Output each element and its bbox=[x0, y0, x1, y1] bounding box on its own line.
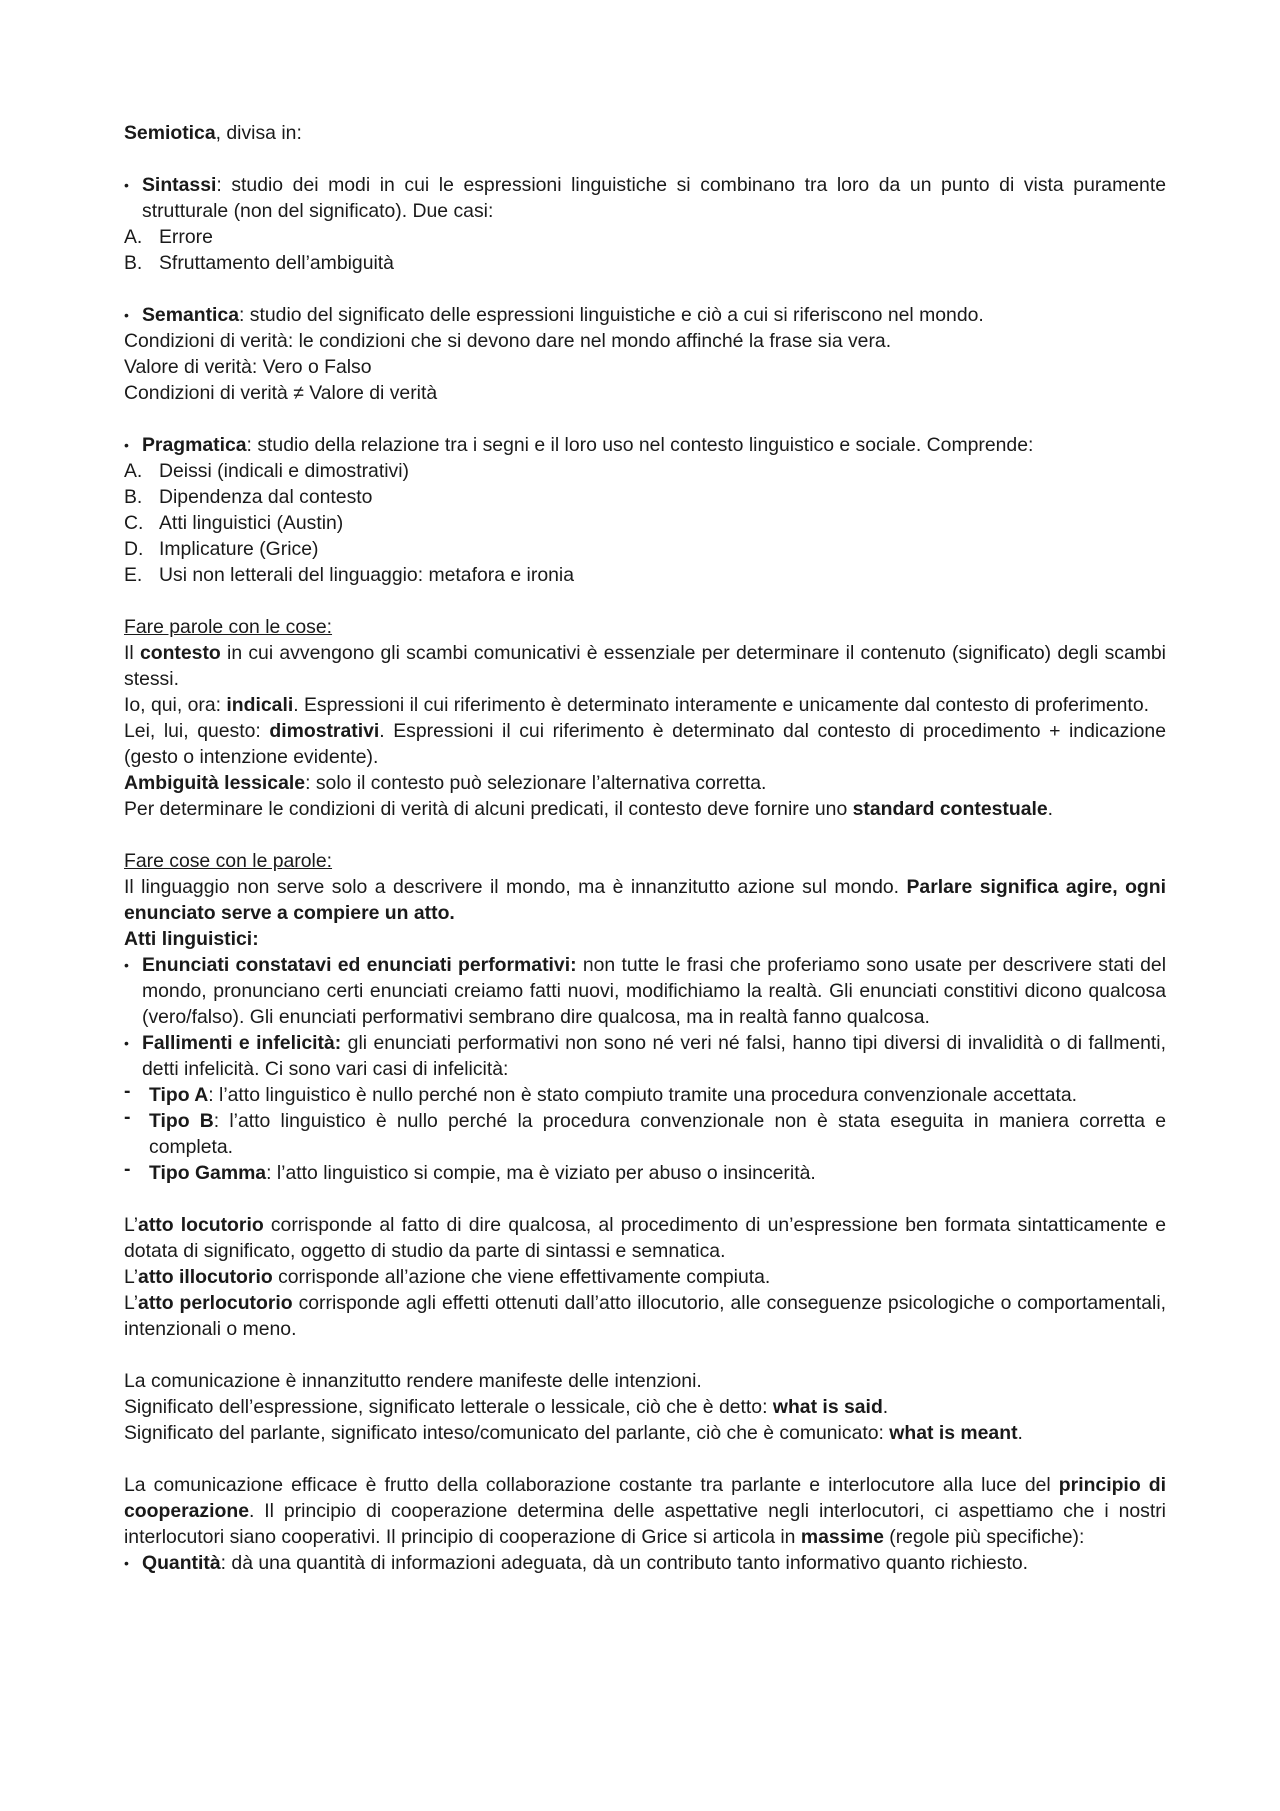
dash-item: - Tipo B: l’atto linguistico è nullo perché la procedura convenzionale non è stata eseguita in maniera corretta e completa. bbox=[124, 1106, 1166, 1158]
list-item: B. Sfruttamento dell’ambiguità bbox=[124, 252, 394, 274]
bullet-fallimenti: • Fallimenti e infelicità: gli enunciati performativi non sono né veri né falsi, hanno tipi diversi di invalidità o di fallmenti, detti infelicità. Ci sono vari casi di infelicità: bbox=[124, 1032, 1167, 1080]
text-line: Condizioni di verità ≠ Valore di verità bbox=[124, 382, 438, 404]
paragraph: La comunicazione è innanzitutto rendere manifeste delle intenzioni. bbox=[124, 1370, 702, 1392]
paragraph: Significato dell’espressione, significato letterale o lessicale, ciò che è detto: what is said. bbox=[124, 1396, 889, 1418]
bullet-semantica: • Semantica: studio del significato delle espressioni linguistiche e ciò a cui si riferiscono nel mondo. bbox=[124, 304, 984, 326]
paragraph: Il linguaggio non serve solo a descrivere il mondo, ma è innanzitutto azione sul mondo. Parlare significa agire, ogni enunciato serve a compiere un atto. bbox=[124, 876, 1166, 924]
document-page bbox=[124, 120, 1166, 1576]
bullet-pragmatica: • Pragmatica: studio della relazione tra i segni e il loro uso nel contesto linguistico e sociale. Comprende: bbox=[124, 434, 1034, 456]
text-line: Valore di verità: Vero o Falso bbox=[124, 356, 372, 378]
paragraph: Per determinare le condizioni di verità di alcuni predicati, il contesto deve fornire uno standard contestuale. bbox=[124, 798, 1054, 820]
paragraph: Lei, lui, questo: dimostrativi. Espressioni il cui riferimento è determinato dal contesto di procedimento + indicazione (gesto o intenzione evidente). bbox=[124, 720, 1167, 768]
list-item: D. Implicature (Grice) bbox=[124, 538, 319, 560]
paragraph: La comunicazione efficace è frutto della collaborazione costante tra parlante e interlocutore alla luce del principio di cooperazione. Il principio di cooperazione determina delle aspettative negli interlocutori, ci aspettiamo che i nostri interlocutori siano cooperativi. Il principio di cooperazione di Grice si articola in massime (regole più specifiche): bbox=[124, 1474, 1166, 1548]
list-item: E. Usi non letterali del linguaggio: metafora e ironia bbox=[124, 564, 574, 586]
paragraph: Significato del parlante, significato inteso/comunicato del parlante, ciò che è comunicato: what is meant. bbox=[124, 1422, 1023, 1444]
bullet-quantita: • Quantità: dà una quantità di informazioni adeguata, dà un contributo tanto informativo quanto richiesto. bbox=[124, 1552, 1029, 1574]
dash-item: - Tipo A: l’atto linguistico è nullo perché non è stato compiuto tramite una procedura convenzionale accettata. bbox=[124, 1080, 1078, 1106]
list-item: C. Atti linguistici (Austin) bbox=[124, 512, 344, 534]
text-line: Condizioni di verità: le condizioni che si devono dare nel mondo affinché la frase sia vera. bbox=[124, 330, 892, 352]
list-item: B. Dipendenza dal contesto bbox=[124, 486, 373, 508]
paragraph: L’atto perlocutorio corrisponde agli effetti ottenuti dall’atto illocutorio, alle conseguenze psicologiche o comportamentali, intenzionali o meno. bbox=[124, 1292, 1167, 1340]
paragraph: Il contesto in cui avvengono gli scambi comunicativi è essenziale per determinare il contenuto (significato) degli scambi stessi. bbox=[124, 642, 1166, 690]
list-item: A. Deissi (indicali e dimostrativi) bbox=[124, 460, 409, 482]
paragraph: L’atto illocutorio corrisponde all’azione che viene effettivamente compiuta. bbox=[124, 1266, 771, 1288]
paragraph: Ambiguità lessicale: solo il contesto può selezionare l’alternativa corretta. bbox=[124, 772, 767, 794]
section-heading: Fare parole con le cose: bbox=[124, 616, 333, 638]
bullet-enunciati: • Enunciati constatavi ed enunciati performativi: non tutte le frasi che proferiamo sono usate per descrivere stati del mondo, pronunciano certi enunciati creiamo fatti nuovi, modifichiamo la realtà. Gli enunciati constitivi dicono qualcosa (vero/falso). Gli enunciati performativi sembrano dire qualcosa, ma in realtà fanno qualcosa. bbox=[124, 954, 1167, 1028]
subheading: Atti linguistici: bbox=[124, 928, 259, 950]
intro-line: Semiotica, divisa in: bbox=[124, 122, 302, 144]
paragraph: L’atto locutorio corrisponde al fatto di dire qualcosa, al procedimento di un’espressione ben formata sintatticamente e dotata di significato, oggetto di studio da parte di sintassi e semnatica. bbox=[124, 1214, 1166, 1262]
list-item: A. Errore bbox=[124, 226, 213, 248]
dash-item: - Tipo Gamma: l’atto linguistico si compie, ma è viziato per abuso o insincerità. bbox=[124, 1158, 816, 1184]
section-heading: Fare cose con le parole: bbox=[124, 850, 333, 872]
paragraph: Io, qui, ora: indicali. Espressioni il cui riferimento è determinato interamente e unicamente dal contesto di proferimento. bbox=[124, 694, 1149, 716]
bullet-sintassi: • Sintassi: studio dei modi in cui le espressioni linguistiche si combinano tra loro da un punto di vista puramente strutturale (non del significato). Due casi: bbox=[124, 174, 1166, 222]
